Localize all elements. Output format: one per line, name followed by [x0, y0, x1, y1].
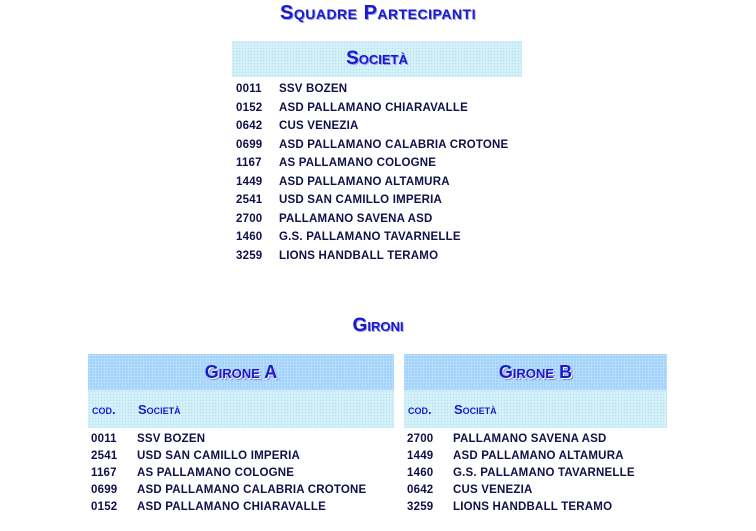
team-name: ASD PALLAMANO CALABRIA CROTONE — [137, 483, 367, 496]
team-code: 1460 — [407, 466, 434, 479]
col-header-societa: Società — [454, 401, 497, 417]
team-code: 1449 — [236, 175, 263, 188]
girone-a-title: Girone A — [88, 354, 394, 390]
team-name: PALLAMANO SAVENA ASD — [279, 212, 433, 225]
team-code: 0011 — [91, 433, 117, 446]
team-code: 0642 — [236, 120, 263, 133]
team-name: G.S. PALLAMANO TAVARNELLE — [453, 466, 635, 479]
team-name: CUS VENEZIA — [279, 120, 359, 133]
table-row — [88, 431, 394, 448]
team-name: ASD PALLAMANO CHIARAVALLE — [137, 500, 326, 513]
team-row — [236, 210, 536, 229]
girone-a-column-headers — [88, 390, 394, 428]
team-name: PALLAMANO SAVENA ASD — [453, 433, 607, 446]
team-name: ASD PALLAMANO ALTAMURA — [279, 175, 450, 188]
table-row — [404, 431, 667, 448]
col-header-code: cod. — [92, 401, 116, 417]
team-name: ASD PALLAMANO CALABRIA CROTONE — [279, 138, 509, 151]
gironi-title: Gironi — [352, 315, 404, 336]
team-name: AS PALLAMANO COLOGNE — [137, 466, 295, 479]
team-row — [236, 99, 536, 118]
team-name: USD SAN CAMILLO IMPERIA — [279, 194, 443, 207]
team-name: USD SAN CAMILLO IMPERIA — [137, 450, 301, 463]
team-row — [236, 80, 536, 99]
table-row — [88, 498, 394, 515]
team-code: 1449 — [407, 450, 434, 463]
girone-b-table — [404, 354, 667, 515]
col-header-societa: Società — [138, 401, 181, 417]
team-code: 0152 — [236, 101, 263, 114]
team-code: 0642 — [407, 483, 434, 496]
team-list — [236, 80, 536, 265]
team-code: 0152 — [91, 500, 118, 513]
team-code: 3259 — [407, 500, 434, 513]
team-name: LIONS HANDBALL TERAMO — [279, 249, 439, 262]
table-row — [88, 448, 394, 465]
team-code: 0699 — [91, 483, 118, 496]
team-code: 2700 — [407, 433, 434, 446]
team-row — [236, 117, 536, 136]
team-row — [236, 136, 536, 155]
team-row — [236, 247, 536, 266]
team-name: ASD PALLAMANO CHIARAVALLE — [279, 101, 468, 114]
team-row — [236, 191, 536, 210]
girone-a-table — [88, 354, 394, 515]
team-row — [236, 154, 536, 173]
team-row — [236, 228, 536, 247]
team-code: 2541 — [236, 194, 263, 207]
table-row — [404, 481, 667, 498]
team-name: LIONS HANDBALL TERAMO — [453, 500, 613, 513]
team-code: 2700 — [236, 212, 263, 225]
team-name: SSV BOZEN — [279, 83, 348, 96]
team-code: 1460 — [236, 231, 263, 244]
team-row — [236, 173, 536, 192]
team-code: 0699 — [236, 138, 263, 151]
table-row — [404, 448, 667, 465]
team-code: 3259 — [236, 249, 263, 262]
team-code: 1167 — [236, 157, 262, 170]
table-row — [88, 465, 394, 482]
page-title: Squadre Partecipanti — [280, 2, 476, 24]
girone-b-title: Girone B — [404, 354, 667, 390]
team-code: 2541 — [91, 450, 118, 463]
col-header-code: cod. — [408, 401, 432, 417]
girone-b-column-headers — [404, 390, 667, 428]
team-name: ASD PALLAMANO ALTAMURA — [453, 450, 624, 463]
team-name: SSV BOZEN — [137, 433, 206, 446]
table-row — [404, 498, 667, 515]
team-name: CUS VENEZIA — [453, 483, 533, 496]
societa-header: Società — [232, 41, 522, 77]
team-name: G.S. PALLAMANO TAVARNELLE — [279, 231, 461, 244]
team-name: AS PALLAMANO COLOGNE — [279, 157, 437, 170]
team-code: 0011 — [236, 83, 262, 96]
table-row — [88, 481, 394, 498]
team-code: 1167 — [91, 466, 117, 479]
table-row — [404, 465, 667, 482]
